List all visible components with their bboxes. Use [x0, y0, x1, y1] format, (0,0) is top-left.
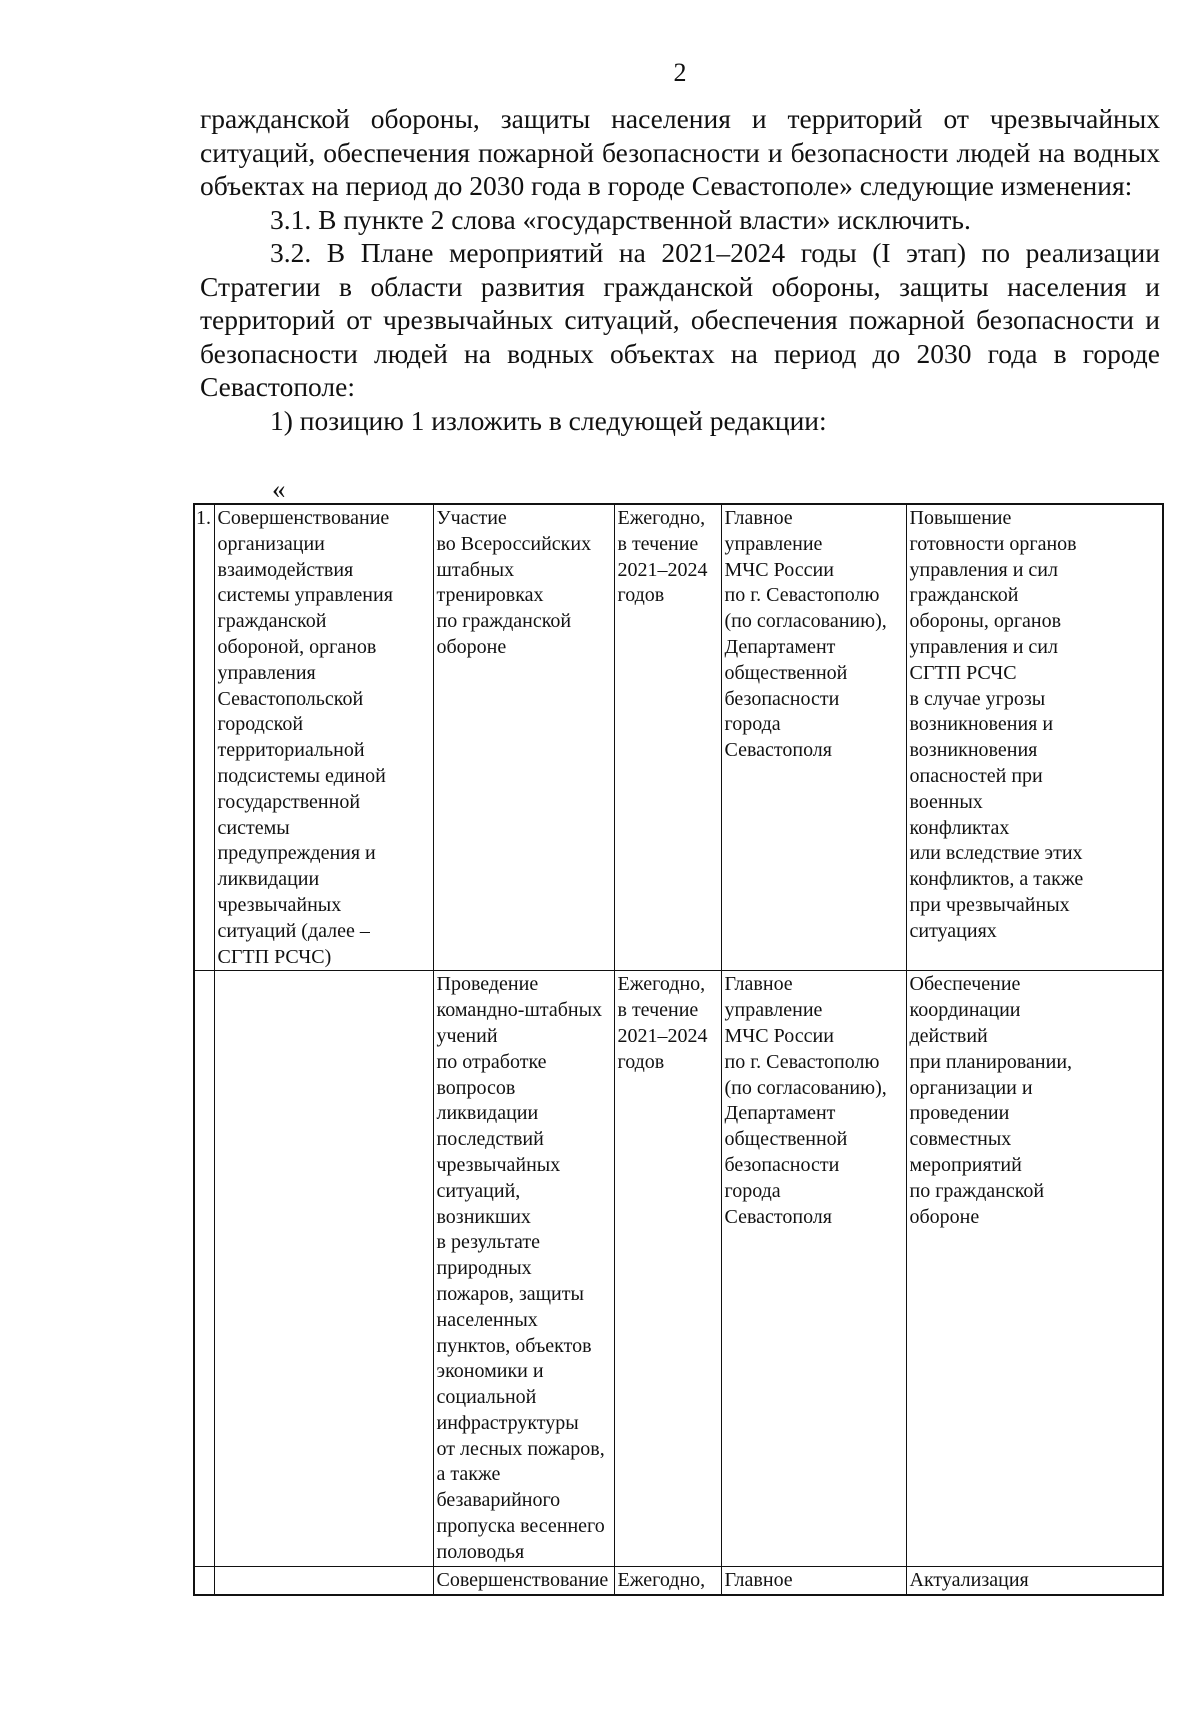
page-number: 2	[673, 58, 687, 87]
cell-executor: Главное	[721, 1566, 906, 1595]
plan-table	[193, 503, 1164, 1596]
cell-position-number	[194, 1566, 214, 1595]
cell-event: Участие во Всероссийских штабных тренировках по гражданской обороне	[433, 504, 614, 971]
document-body	[200, 102, 1160, 437]
paragraph-3-2: 3.2. В Плане мероприятий на 2021–2024 годы (I этап) по реализации Стратегии в области развития гражданской обороны, защиты населения и территорий от чрезвычайных ситуаций, обеспечения пожарной безопасности и безопасности людей на водных объектах на период до 2030 года в городе Севастополе:	[200, 237, 1160, 402]
cell-result: Актуализация	[906, 1566, 1163, 1595]
table-row	[194, 971, 1163, 1566]
paragraph-3-1: 3.1. В пункте 2 слова «государственной власти» исключить.	[270, 203, 971, 235]
cell-term: Ежегодно, в течение 2021–2024 годов	[614, 971, 721, 1566]
table-row	[194, 1566, 1163, 1595]
cell-result: Обеспечение координации действий при планировании, организации и проведении совместных мероприятий по гражданской обороне	[906, 971, 1163, 1566]
cell-term: Ежегодно,	[614, 1566, 721, 1595]
cell-term: Ежегодно, в течение 2021–2024 годов	[614, 504, 721, 971]
paragraph-item-1: 1) позицию 1 изложить в следующей редакции:	[270, 404, 827, 436]
cell-task: Совершенствование организации взаимодействия системы управления гражданской обороной, органов управления Севастопольской городской территориальной подсистемы единой государственной системы предупреждения и ликвидации чрезвычайных ситуаций (далее – СГТП РСЧС)	[214, 504, 433, 971]
cell-event: Проведение командно-штабных учений по отработке вопросов ликвидации последствий чрезвычайных ситуаций, возникших в результате природных пожаров, защиты населенных пунктов, объектов экономики и социальной инфраструктуры от лесных пожаров, а также безаварийного пропуска весеннего половодья	[433, 971, 614, 1566]
cell-executor: Главное управление МЧС России по г. Севастополю (по согласованию), Департамент общественной безопасности города Севастополя	[721, 504, 906, 971]
cell-task	[214, 971, 433, 1566]
cell-event: Совершенствование	[433, 1566, 614, 1595]
paragraph-intro: гражданской обороны, защиты населения и территорий от чрезвычайных ситуаций, обеспечения пожарной безопасности и безопасности людей на водных объектах на период до 2030 года в городе Севастополе» следующие изменения:	[200, 103, 1160, 201]
cell-result: Повышение готовности органов управления и сил гражданской обороны, органов управления и сил СГТП РСЧС в случае угрозы возникновения и возникновения опасностей при военных конфликтах или вследствие этих конфликтов, а также при чрезвычайных ситуациях	[906, 504, 1163, 971]
cell-executor: Главное управление МЧС России по г. Севастополю (по согласованию), Департамент общественной безопасности города Севастополя	[721, 971, 906, 1566]
cell-task	[214, 1566, 433, 1595]
cell-position-number: 1.	[194, 504, 214, 971]
opening-quote-mark: «	[272, 474, 286, 504]
cell-position-number	[194, 971, 214, 1566]
table-row	[194, 504, 1163, 971]
